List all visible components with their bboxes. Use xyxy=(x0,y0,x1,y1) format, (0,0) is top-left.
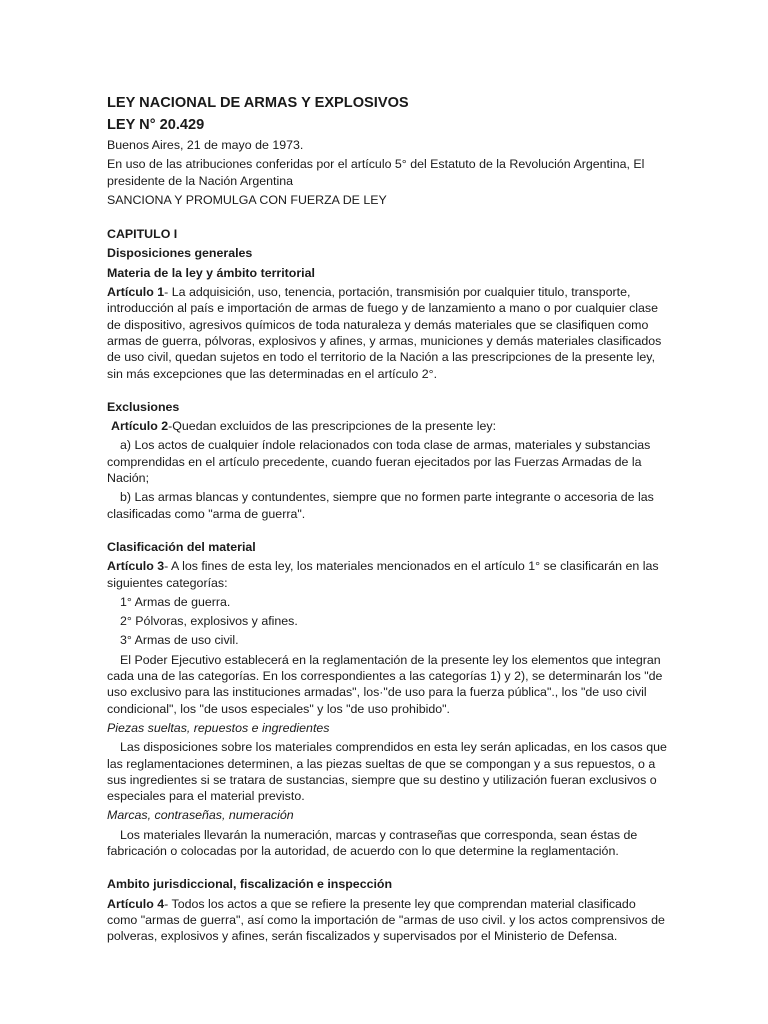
article-2-text: -Quedan excluidos de las prescripciones de la presente ley: xyxy=(168,419,497,434)
article-3-label: Artículo 3 xyxy=(107,559,165,574)
article-2-item-a xyxy=(107,437,667,486)
article-2-item-b-text: b) Las armas blancas y contundentes, siempre que no formen parte integrante o accesoria de las clasificadas como "arma de guerra". xyxy=(107,490,654,521)
article-4-label: Artículo 4 xyxy=(107,896,165,911)
article-3-paragraph-2-text: El Poder Ejecutivo establecerá en la reglamentación de la presente ley los elementos que integran cada una de las categorías. En los correspondientes a las categorías 1) y 2), se determinarán los "de uso exclusivo para las instituciones armadas", los·"de uso para la fuerza pública"., los "de uso civil condicional", los "de usos especiales" y los "de uso prohibido". xyxy=(107,652,663,716)
section-heading-clasificacion: Clasificación del material xyxy=(107,539,256,554)
article-2-item-b xyxy=(107,489,667,522)
article-2-label: Artículo 2 xyxy=(111,419,169,434)
article-3-text: - A los fines de esta ley, los materiales mencionados en el artículo 1° se clasificarán en las siguientes categorías: xyxy=(107,559,659,590)
law-number: LEY N° 20.429 xyxy=(107,117,205,133)
document-body xyxy=(107,94,667,944)
piezas-paragraph xyxy=(107,739,667,804)
section-heading-exclusiones: Exclusiones xyxy=(107,399,180,414)
sanciona-line: SANCIONA Y PROMULGA CON FUERZA DE LEY xyxy=(107,192,387,207)
section-heading-ambito: Ambito jurisdiccional, fiscalización e inspección xyxy=(107,877,393,892)
article-4-text: - Todos los actos a que se refiere la presente ley que comprendan material clasificado como "armas de guerra", así como la importación de "armas de uso civil. y los actos comprensivos de polveras, explosivos y afines, serán fiscalizados y supervisados por el Ministerio de Defensa. xyxy=(107,896,665,944)
article-1-text: - La adquisición, uso, tenencia, portación, transmisión por cualquier titulo, transporte, introducción al país e importación de armas de fuego y de lanzamiento a mano o por cualquier clase de dispositivo, agresivos químicos de toda naturaleza y demás materiales que se clasifiquen como armas de guerra, pólvoras, explosivos y afines, y armas, municiones y demás materiales clasificados de uso civil, quedan sujetos en todo el territorio de la Nación a las prescripciones de la presente ley, sin más excepciones que las determinadas en el artículo 2°. xyxy=(107,285,662,381)
law-title: LEY NACIONAL DE ARMAS Y EXPLOSIVOS xyxy=(107,95,409,111)
category-2: 2° Pólvoras, explosivos y afines. xyxy=(120,614,298,629)
article-3-paragraph-2 xyxy=(107,652,667,717)
article-1-label: Artículo 1 xyxy=(107,285,165,300)
article-2-item-a-text: a) Los actos de cualquier índole relacionados con toda clase de armas, materiales y substancias comprendidas en el artículo precedente, cuando fueran ejecitados por las Fuerzas Armadas de la Nación; xyxy=(107,438,651,486)
category-3: 3° Armas de uso civil. xyxy=(120,633,239,648)
section-heading-disposiciones: Disposiciones generales xyxy=(107,246,253,261)
chapter-heading: CAPITULO I xyxy=(107,227,178,242)
article-4 xyxy=(107,896,667,945)
marcas-paragraph xyxy=(107,827,667,860)
section-heading-materia: Materia de la ley y ámbito territorial xyxy=(107,265,315,280)
piezas-paragraph-text: Las disposiciones sobre los materiales comprendidos en esta ley serán aplicadas, en los casos que las reglamentaciones determinen, a las piezas sueltas de que se compongan y a sus repuestos, o a sus ingredientes si se tratara de sustancias, siempre que su destino y utilización fueran exclusivos o especiales para el material previsto. xyxy=(107,740,667,804)
article-2 xyxy=(107,418,667,434)
article-3 xyxy=(107,558,667,591)
dateline: Buenos Aires, 21 de mayo de 1973. xyxy=(107,138,304,152)
subheading-marcas: Marcas, contraseñas, numeración xyxy=(107,808,294,823)
article-1 xyxy=(107,284,667,382)
category-1: 1° Armas de guerra. xyxy=(120,594,231,609)
marcas-paragraph-text: Los materiales llevarán la numeración, marcas y contraseñas que corresponda, sean éstas de fabricación o colocadas por la autoridad, de acuerdo con lo que determine la reglamentación. xyxy=(107,827,638,858)
subheading-piezas: Piezas sueltas, repuestos e ingredientes xyxy=(107,720,330,735)
preamble: En uso de las atribuciones conferidas por el artículo 5° del Estatuto de la Revolución Argentina, El presidente de la Nación Argentina xyxy=(107,157,645,188)
